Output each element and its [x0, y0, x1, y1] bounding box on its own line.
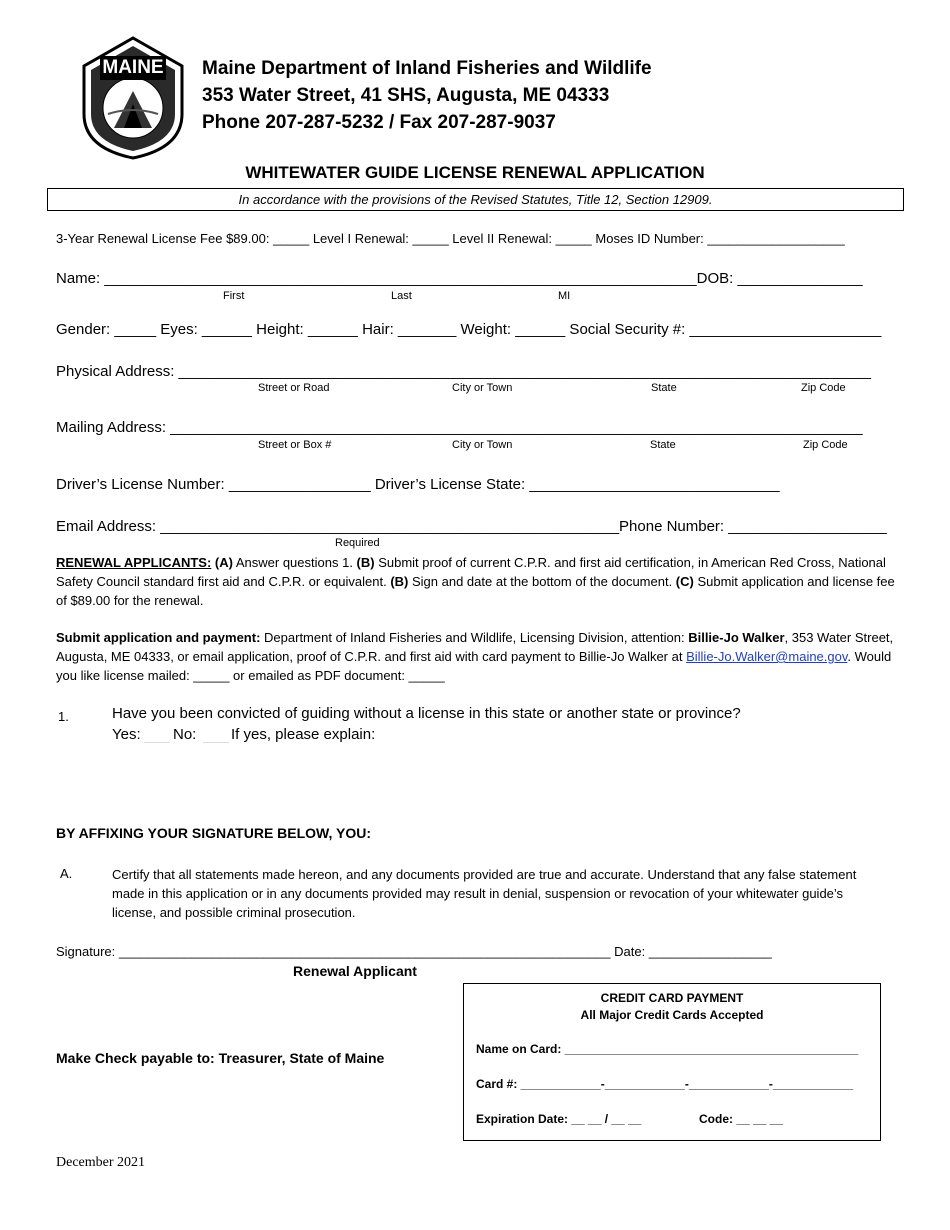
physical-street-caption: Street or Road [258, 382, 330, 394]
name-mi-caption: MI [558, 290, 571, 302]
expiration-date-field[interactable]: Expiration Date: __ __ / __ __ [476, 1112, 642, 1126]
credit-card-box [463, 983, 881, 1141]
physical-description-line[interactable]: Gender: _____ Eyes: ______ Height: ______ Hair: _______ Weight: ______ Social Security #: _______________________ [56, 321, 882, 338]
physical-zip-caption: Zip Code [801, 382, 846, 394]
card-number-field[interactable]: Card #: ____________-____________-____________-____________ [476, 1077, 854, 1091]
name-last-caption: Last [391, 290, 412, 302]
logo-maine-text: MAINE [102, 57, 164, 78]
physical-city-caption: City or Town [452, 382, 513, 394]
fee-line[interactable]: 3-Year Renewal License Fee $89.00: _____ Level I Renewal: _____ Level II Renewal: _____ Moses ID Number: ___________________ [56, 231, 845, 246]
renewal-instructions: RENEWAL APPLICANTS: (A) Answer questions 1. (B) Submit proof of current C.P.R. and first aid certification, in American Red Cross, National Safety Council standard first aid and C.P.R. or equivalent. (B) Sign and date at the bottom of the document. (C) Submit application and license fee of $89.00 for the renewal. [56, 555, 895, 608]
page-title: WHITEWATER GUIDE LICENSE RENEWAL APPLICATION [245, 163, 705, 182]
name-on-card-field[interactable]: Name on Card: ____________________________________________ [476, 1042, 859, 1056]
maine-ifw-logo [78, 36, 188, 160]
credit-card-title: CREDIT CARD PAYMENT [600, 991, 744, 1005]
security-code-field[interactable]: Code: __ __ __ [699, 1112, 784, 1126]
email-phone-line[interactable]: Email Address: _______________________________________________________Phone Number: ___________________ [56, 518, 887, 535]
name-first-caption: First [223, 290, 245, 302]
email-required-caption: Required [335, 537, 380, 549]
header-address: 353 Water Street, 41 SHS, Augusta, ME 04333 [202, 85, 610, 106]
question-1-yes-field[interactable] [144, 742, 170, 743]
header-department: Maine Department of Inland Fisheries and Wildlife [202, 58, 652, 79]
email-link[interactable]: Billie-Jo.Walker@maine.gov [686, 649, 848, 664]
credit-card-subtitle: All Major Credit Cards Accepted [580, 1008, 764, 1022]
question-1-no-label: No: [173, 726, 197, 743]
check-payable-note: Make Check payable to: Treasurer, State of Maine [56, 1050, 385, 1066]
question-1-no-field[interactable] [203, 742, 229, 743]
mailing-address-line[interactable]: Mailing Address: ___________________________________________________________________________________ [56, 419, 863, 436]
certify-text: Certify that all statements made hereon, and any documents provided are true and accurate. Understand that any false statement made in this application or in any documents provided may result in denial, suspension or revocation of your whitewater guide’s license, and possible criminal prosecution. [112, 867, 857, 920]
header-phone: Phone 207-287-5232 / Fax 207-287-9037 [202, 112, 556, 133]
physical-address-line[interactable]: Physical Address: ___________________________________________________________________________________ [56, 363, 871, 380]
statute-subtitle: In accordance with the provisions of the Revised Statutes, Title 12, Section 12909. [47, 188, 904, 211]
signature-section-heading: BY AFFIXING YOUR SIGNATURE BELOW, YOU: [56, 825, 372, 841]
name-dob-line[interactable]: Name: _______________________________________________________________________DOB: _______________ [56, 270, 863, 287]
mailing-zip-caption: Zip Code [803, 439, 848, 451]
mailing-city-caption: City or Town [452, 439, 513, 451]
question-1-number: 1. [58, 709, 69, 724]
question-1-text: Have you been convicted of guiding without a license in this state or another state or province? [112, 705, 741, 722]
question-1-explain-label: If yes, please explain: [231, 726, 376, 743]
renewal-applicant-caption: Renewal Applicant [293, 963, 417, 979]
physical-state-caption: State [651, 382, 677, 394]
mailing-street-caption: Street or Box # [258, 439, 332, 451]
certify-label: A. [60, 866, 73, 881]
question-1-yes-label: Yes: [112, 726, 141, 743]
signature-date-line[interactable]: Signature: ____________________________________________________________________ Date: _________________ [56, 944, 772, 959]
footer-date: December 2021 [56, 1155, 146, 1170]
drivers-license-line[interactable]: Driver’s License Number: _________________ Driver’s License State: ______________________________ [56, 476, 780, 493]
mailing-state-caption: State [650, 439, 676, 451]
submit-instructions: Submit application and payment: Department of Inland Fisheries and Wildlife, Licensing Division, attention: Billie-Jo Walker, 353 Water Street, Augusta, ME 04333, or email application, proof of C.P.R. and first aid with card payment to Billie-Jo Walker at Billie-Jo.Walker@maine.gov. Would you like license mailed: _____ or emailed as PDF document: _____ [56, 630, 894, 683]
